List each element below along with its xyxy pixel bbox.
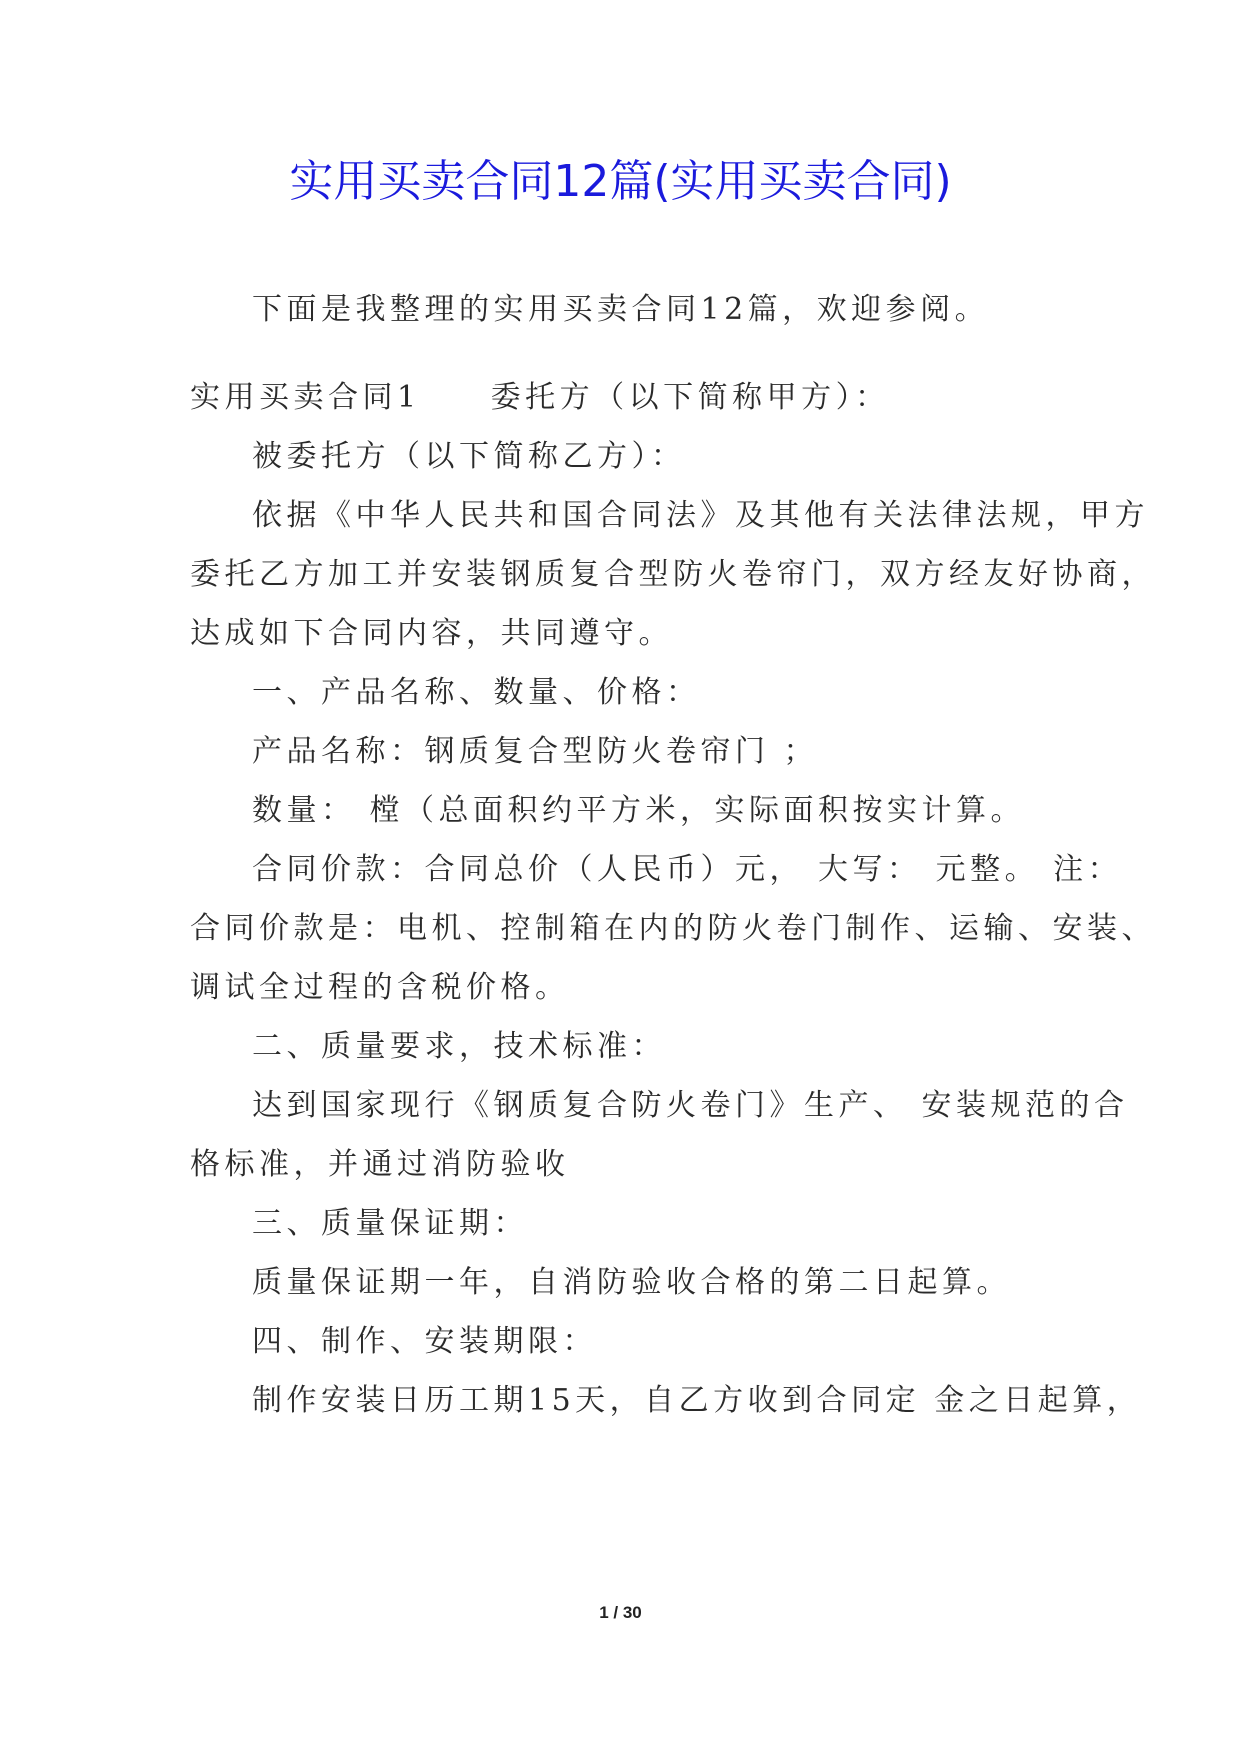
paragraph-line: 合同价款：合同总价（人民币）元， 大写： 元整。 注： [252, 852, 1123, 887]
paragraph-line: 达到国家现行《钢质复合防火卷门》生产、 安装规范的合 [252, 1088, 1129, 1123]
section-subheading: 二、质量要求，技术标准： [252, 1029, 666, 1064]
section-heading: 实用买卖合同1 [190, 380, 421, 415]
paragraph-line: 依据《中华人民共和国合同法》及其他有关法律法规，甲方 [252, 498, 1149, 533]
paragraph-line: 产品名称：钢质复合型防火卷帘门 ； [252, 734, 819, 769]
paragraph-line: 质量保证期一年，自消防验收合格的第二日起算。 [252, 1265, 1011, 1300]
page-number: 1 / 30 [599, 1603, 642, 1622]
paragraph-line: 格标准，并通过消防验收 [190, 1147, 570, 1182]
paragraph-line: 合同价款是：电机、控制箱在内的防火卷门制作、运输、安装、 [190, 911, 1156, 946]
paragraph-line: 达成如下合同内容，共同遵守。 [190, 616, 673, 651]
paragraph-line: 数量： 樘（总面积约平方米，实际面积按实计算。 [252, 793, 1026, 828]
paragraph-line: 委托乙方加工并安装钢质复合型防火卷帘门，双方经友好协商， [190, 557, 1156, 592]
section-subheading: 四、制作、安装期限： [252, 1324, 597, 1359]
paragraph-line: 调试全过程的含税价格。 [190, 970, 570, 1005]
paragraph-line: 被委托方（以下简称乙方）： [252, 439, 686, 474]
paragraph-line: 制作安装日历工期15天，自乙方收到合同定 金之日起算， [252, 1383, 1142, 1418]
section-subheading: 一、产品名称、数量、价格： [252, 675, 701, 710]
section-heading-line [190, 378, 890, 418]
intro-paragraph: 下面是我整理的实用买卖合同12篇，欢迎参阅。 [252, 292, 990, 327]
paragraph-line: 委托方（以下简称甲方）： [490, 380, 890, 415]
section-subheading: 三、质量保证期： [252, 1206, 528, 1241]
document-title: 实用买卖合同12篇(实用买卖合同) [289, 156, 952, 207]
